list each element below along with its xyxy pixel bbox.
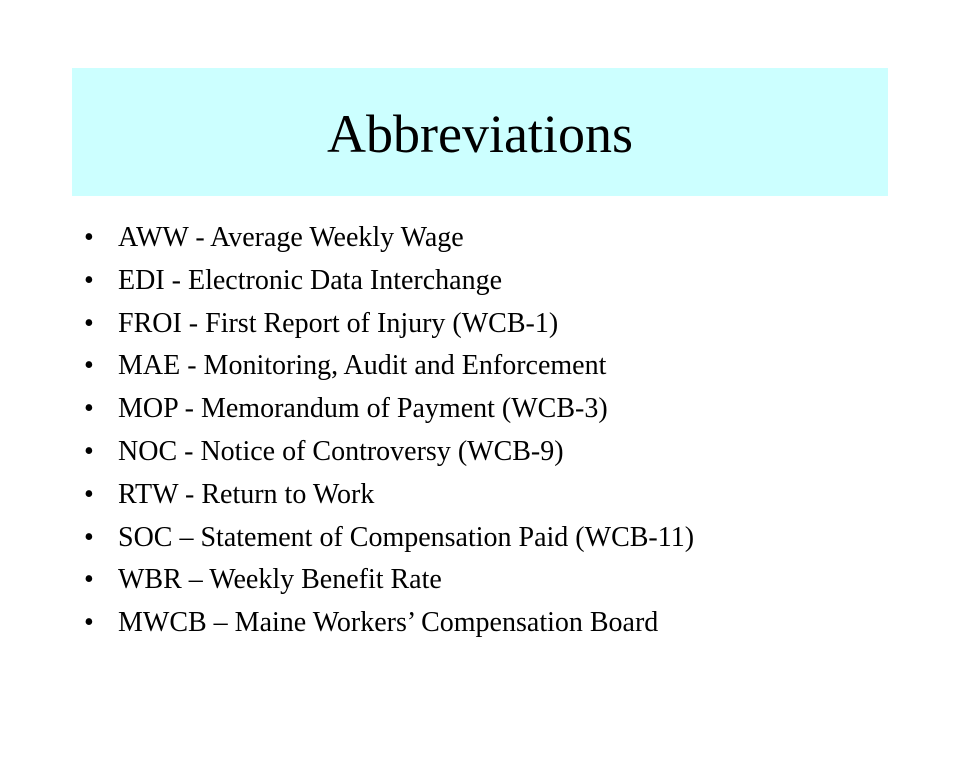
list-item [84,564,904,607]
list-item-text: MWCB – Maine Workers’ Compensation Board [118,607,659,639]
title-banner [72,68,888,196]
list-item [84,607,904,650]
bullet-icon: • [84,307,94,339]
bullet-icon: • [84,222,94,253]
list-item [84,393,904,436]
list-item [84,222,904,265]
list-item-text: AWW - Average Weekly Wage [118,222,464,253]
list-item [84,479,904,522]
list-item-text: WBR – Weekly Benefit Rate [118,564,442,596]
list-item [84,350,904,393]
list-item [84,308,904,351]
list-item-text: MAE - Monitoring, Audit and Enforcement [118,350,607,382]
bullet-icon: • [84,393,94,425]
list-item [84,522,904,565]
bullet-icon: • [84,564,94,596]
list-item-text: SOC – Statement of Compensation Paid (WCB-11) [118,521,695,553]
bullet-icon: • [84,350,94,382]
bullet-icon: • [84,478,94,510]
bullet-icon: • [84,435,94,467]
list-item-text: EDI - Electronic Data Interchange [118,264,503,296]
list-item [84,436,904,479]
bullet-icon: • [84,521,94,553]
slide-title: Abbreviations [327,104,633,164]
bullet-icon: • [84,264,94,296]
list-item-text: NOC - Notice of Controversy (WCB-9) [118,435,564,467]
bullet-icon: • [84,607,94,639]
list-item-text: RTW - Return to Work [118,478,375,510]
list-item-text: MOP - Memorandum of Payment (WCB-3) [118,393,608,425]
list-item-text: FROI - First Report of Injury (WCB-1) [118,307,559,339]
list-item [84,265,904,308]
abbreviation-list [84,222,904,650]
